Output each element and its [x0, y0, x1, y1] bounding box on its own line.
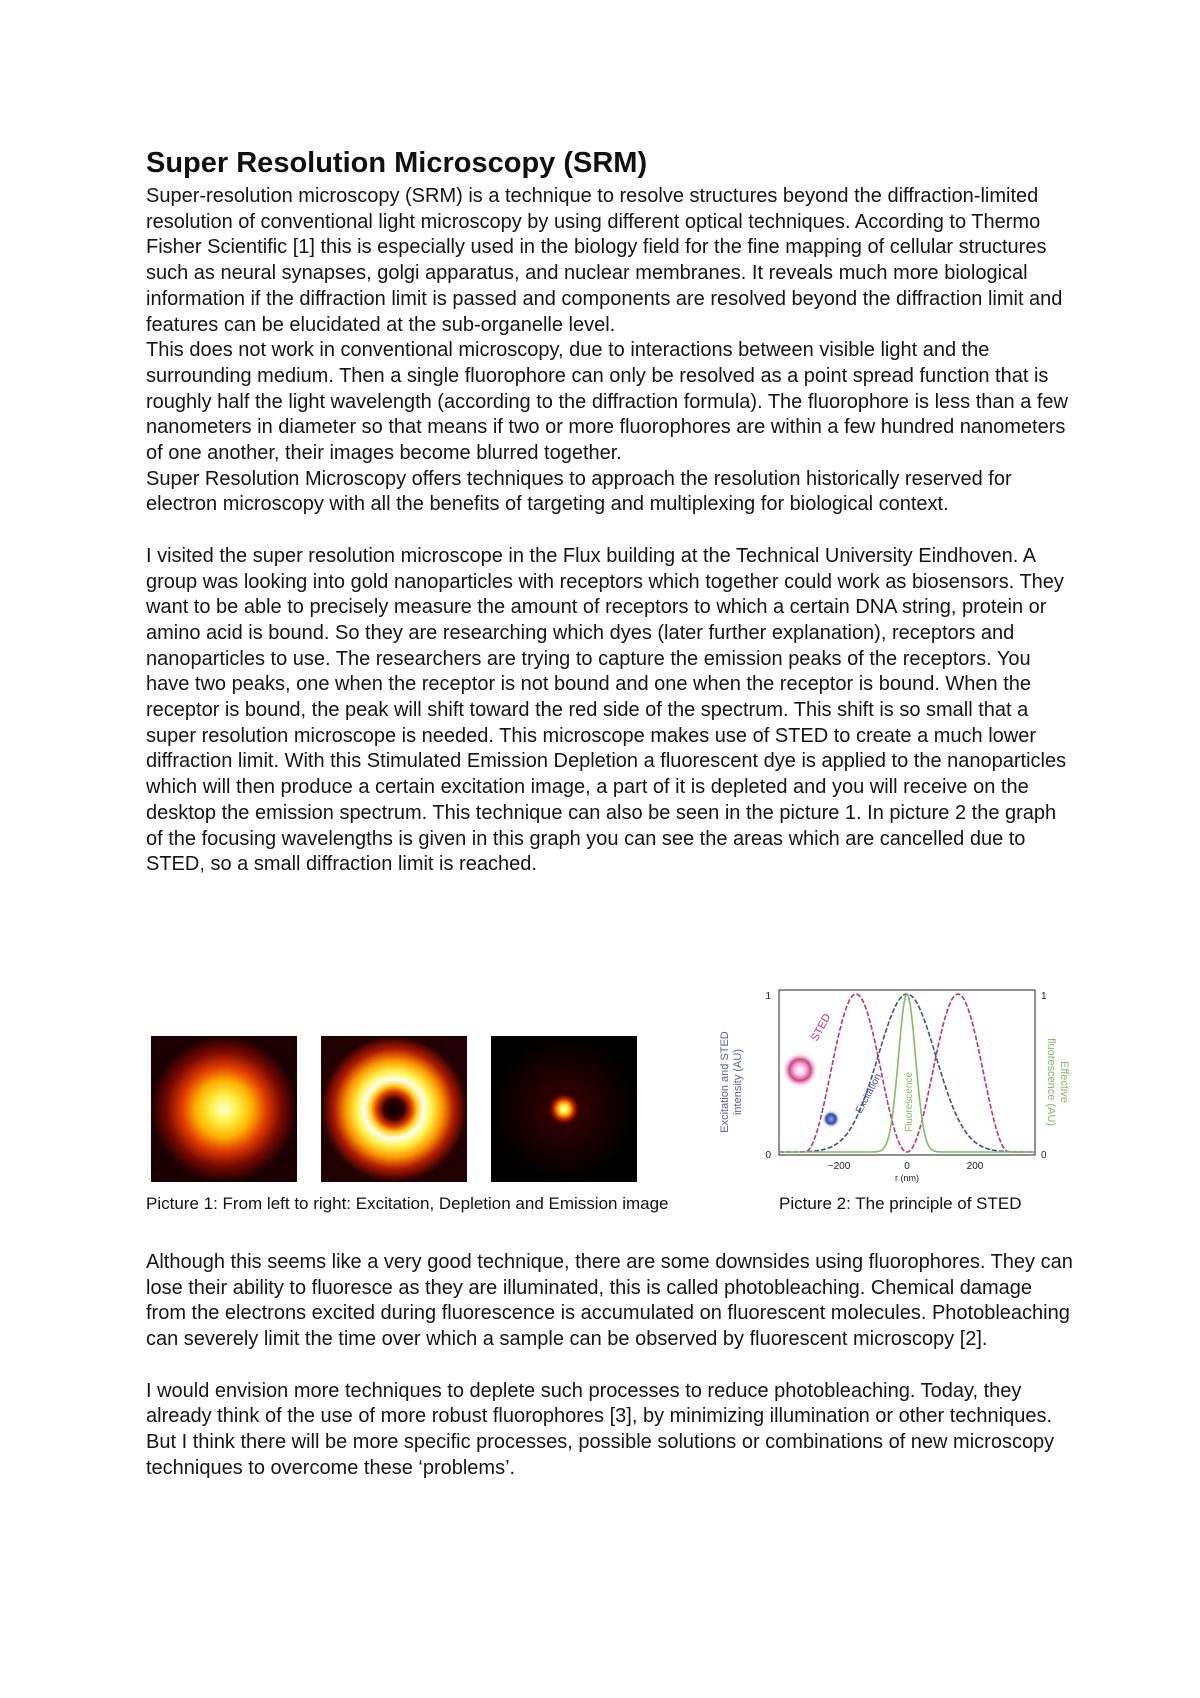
y-right-tick-1: 1 — [1041, 991, 1047, 1002]
right-axis-label-1: Effective — [1058, 1061, 1070, 1103]
y-left-tick-1: 1 — [765, 991, 771, 1002]
left-axis-label-2: intensity (AU) — [732, 1048, 744, 1116]
y-left-tick-0: 0 — [765, 1150, 771, 1161]
caption-picture-2: Picture 2: The principle of STED — [779, 1194, 1022, 1213]
sted-principle-plot — [711, 982, 1076, 1187]
x-tick-neg200: −200 — [827, 1161, 851, 1172]
paragraph-visit: I visited the super resolution microscope in the Flux building at the Technical University Eindhoven. A group was looking into gold nanoparticles with receptors which together could work as biosensors. They want to be able to precisely measure the amount of receptors to which a certain DNA string, protein or amino acid is bound. So they are researching which dyes (later further explanation), receptors and nanoparticles to use. The researchers are trying to capture the emission peaks of the receptors. You have two peaks, one when the receptor is not bound and one when the receptor is bound. When the receptor is bound, the peak will shift toward the red side of the spectrum. This shift is so small that a super resolution microscope is needed. This microscope makes use of STED to create a much lower diffraction limit. With this Stimulated Emission Depletion a fluorescent dye is applied to the nanoparticles which will then produce a certain excitation image, a part of it is depleted and you will receive on the desktop the emission spectrum. This technique can also be seen in the picture 1. In picture 2 the graph of the focusing wavelengths is given in this graph you can see the areas which are cancelled due to STED, so a small diffraction limit is reached. — [146, 544, 1067, 876]
paragraph-conventional: This does not work in conventional microscopy, due to interactions between visible light and the surrounding medium. Then a single fluorophore can only be resolved as a point spread function that is roughly half the light wavelength (according to the diffraction formula). The fluorophore is less than a few nanometers in diameter so that means if two or more fluorophores are within a few hundred nanometers of one another, their images become blurred together. — [146, 339, 1069, 465]
curve-label-excitation: Excitation — [853, 1071, 885, 1116]
depletion-psf-image — [321, 1036, 467, 1182]
excitation-psf-image — [151, 1036, 297, 1182]
x-axis-label: r (nm) — [895, 1173, 919, 1183]
x-tick-0: 0 — [904, 1161, 910, 1172]
paragraph-srm-offers: Super Resolution Microscopy offers techniques to approach the resolution historically reserved for electron microscopy with all the benefits of targeting and multiplexing for biological context. — [146, 467, 1012, 516]
page-title: Super Resolution Microscopy (SRM) — [146, 147, 648, 179]
curve-label-sted: STED — [809, 1011, 834, 1044]
right-axis-label-2: fluorescence (AU) — [1045, 1037, 1057, 1127]
sted-donut-spot-icon — [782, 1052, 818, 1088]
caption-picture-1: Picture 1: From left to right: Excitation, Depletion and Emission image — [146, 1194, 669, 1213]
figure-row — [146, 982, 1076, 1212]
document-body-top — [146, 146, 1076, 878]
curve-label-fluorescence: Fluorescence — [904, 1071, 915, 1132]
left-axis-label-1: Excitation and STED — [719, 1031, 731, 1133]
paragraph-envision: I would envision more techniques to deplete such processes to reduce photobleaching. Today, they already think of the use of more robust fluorophores [3], by minimizing illumination or other techniques. But I think there will be more specific processes, possible solutions or combinations of new microscopy techniques to overcome these ‘problems’. — [146, 1379, 1055, 1479]
paragraph-spacer — [146, 1353, 1076, 1379]
document-body-bottom — [146, 1250, 1076, 1481]
y-right-tick-0: 0 — [1041, 1150, 1047, 1161]
paragraph-intro: Super-resolution microscopy (SRM) is a technique to resolve structures beyond the diffraction-limited resolution of conventional light microscopy by using different optical techniques. According to Thermo Fisher Scientific [1] this is especially used in the biology field for the fine mapping of cellular structures such as neural synapses, golgi apparatus, and nuclear membranes. It reveals much more biological information if the diffraction limit is passed and components are resolved beyond the diffraction limit and features can be elucidated at the sub-organelle level. — [146, 185, 1063, 336]
excitation-spot-icon — [822, 1110, 840, 1128]
x-tick-200: 200 — [966, 1161, 984, 1172]
paragraph-spacer — [146, 518, 1076, 544]
emission-psf-image — [491, 1036, 637, 1182]
paragraph-downsides: Although this seems like a very good technique, there are some downsides using fluorophores. They can lose their ability to fluoresce as they are illuminated, this is called photobleaching. Chemical damage from the electrons excited during fluorescence is accumulated on fluorescent molecules. Photobleaching can severely limit the time over which a sample can be observed by fluorescent microscopy [2]. — [146, 1251, 1073, 1351]
